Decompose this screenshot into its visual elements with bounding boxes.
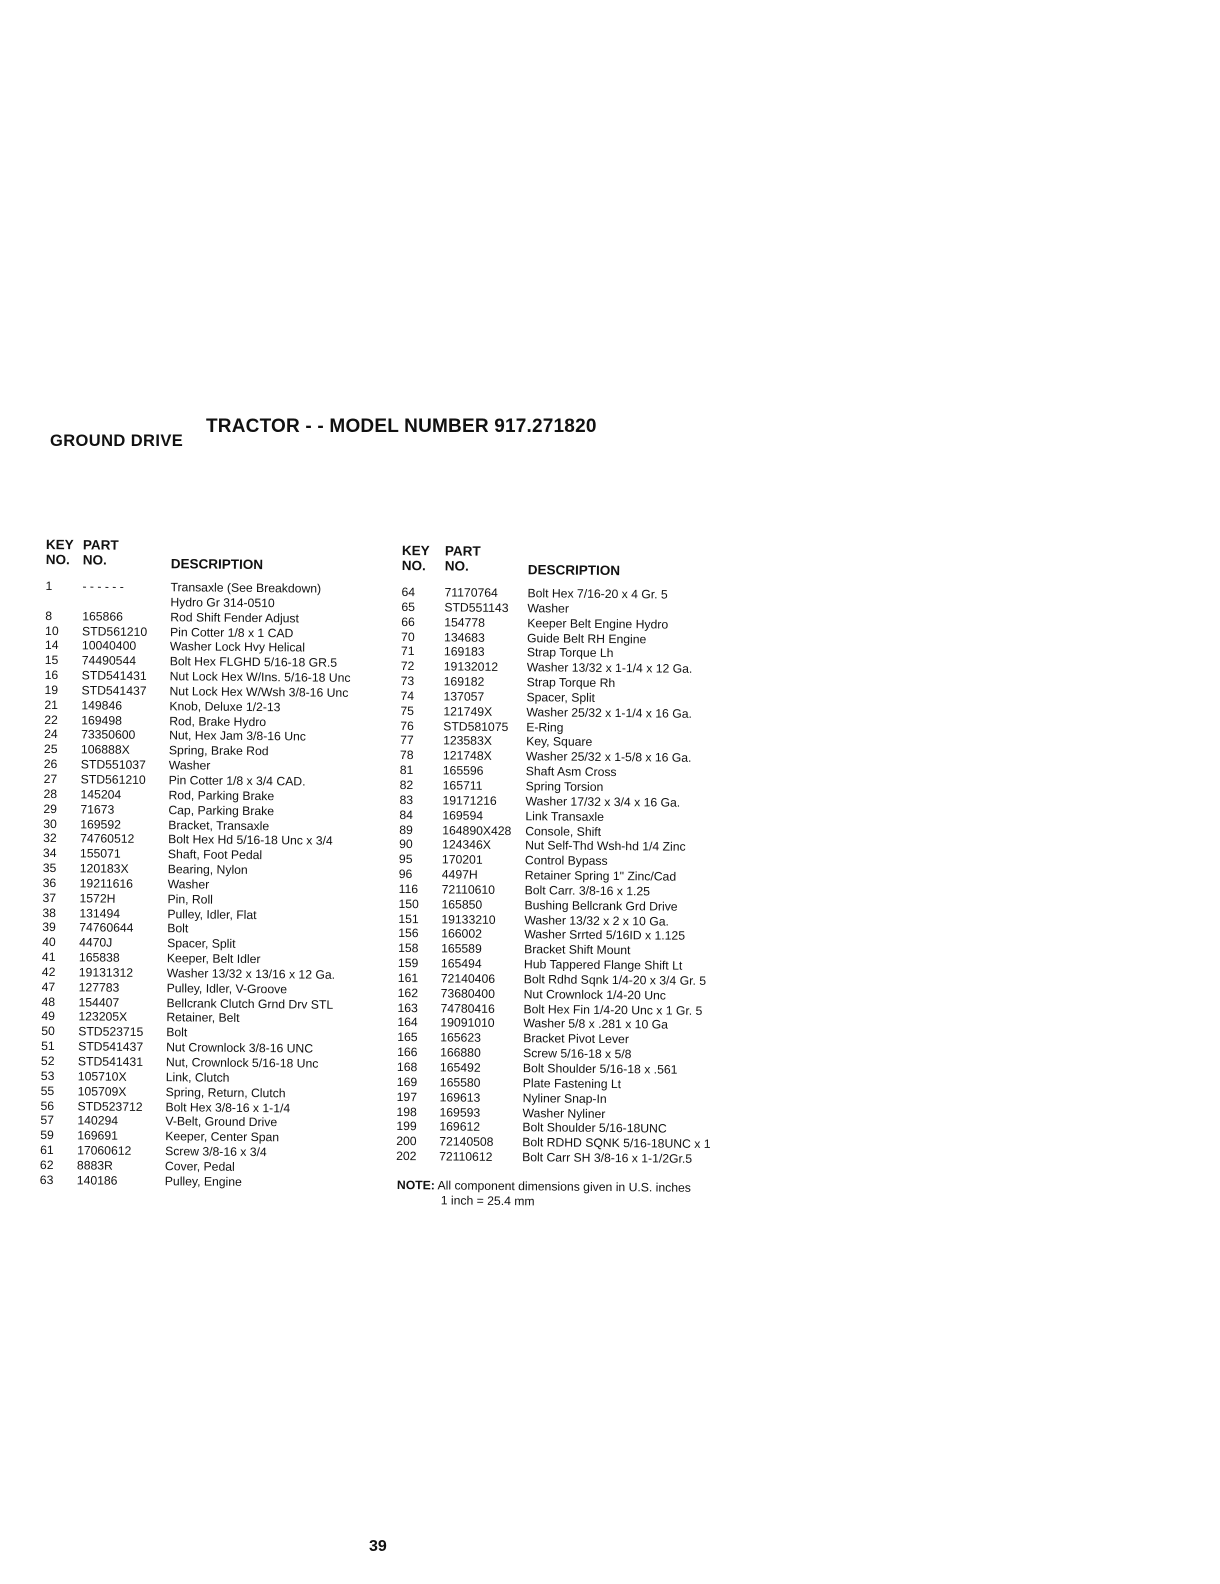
part-no: 169594 (442, 808, 484, 823)
key-no: 162 (397, 985, 419, 1000)
part-no: 1572H (79, 891, 116, 906)
description: Bolt Hex Hd 5/16-18 Unc x 3/4 (168, 832, 333, 849)
description: Bellcrank Clutch Grnd Drv STL (166, 995, 334, 1012)
part-no: 165492 (439, 1060, 481, 1075)
description: Nut Crownlock 3/8-16 UNC (166, 1040, 314, 1056)
key-no: 26 (43, 757, 58, 772)
note-line1: All component dimensions given in U.S. inches (437, 1178, 692, 1195)
description: Key, Square (526, 734, 593, 750)
key-no: 39 (42, 920, 56, 935)
description: Bolt Carr SH 3/8-16 x 1-1/2Gr.5 (522, 1150, 693, 1166)
description: Bolt Shoulder 5/16-18 x .561 (522, 1061, 678, 1077)
key-no: 77 (400, 733, 414, 748)
description: Washer Srrted 5/16ID x 1.125 (524, 927, 686, 944)
part-no: 72110612 (439, 1149, 493, 1164)
table-header (46, 537, 386, 582)
part-no: 165866 (82, 609, 123, 624)
description: Rod Shift Fender Adjust (170, 609, 300, 626)
page-title: TRACTOR - - MODEL NUMBER 917.271820 (206, 416, 597, 437)
key-no: 116 (398, 881, 419, 897)
description: Keeper, Belt Idler (166, 951, 261, 967)
key-no: 32 (43, 831, 57, 846)
part-no: 169498 (81, 712, 122, 728)
description: Washer Nyliner (522, 1105, 606, 1121)
key-no: 199 (396, 1119, 417, 1134)
description: Washer 13/32 x 2 x 10 Ga. (524, 912, 669, 929)
key-no: 47 (41, 979, 56, 994)
description: Bushing Bellcrank Grd Drive (524, 897, 678, 914)
key-no: 158 (398, 941, 419, 956)
part-no: 74760512 (80, 831, 135, 847)
description: Bolt (166, 1025, 188, 1040)
description: Pin Cotter 1/8 x 1 CAD (170, 624, 294, 640)
key-no: 34 (42, 846, 57, 861)
header-key-line1: KEY (401, 543, 430, 559)
key-no: 197 (396, 1089, 418, 1104)
description: Bolt Hex 7/16-20 x 4 Gr. 5 (527, 586, 668, 602)
part-no: 140186 (76, 1173, 118, 1188)
description: Bracket, Transaxle (168, 817, 270, 833)
part-no: 169182 (443, 674, 485, 689)
key-no: 166 (397, 1045, 418, 1060)
part-no: 73680400 (440, 986, 495, 1001)
description: Bolt Hex FLGHD 5/16-18 GR.5 (169, 654, 338, 671)
part-no: 165838 (78, 950, 120, 965)
description: Pin Cotter 1/8 x 3/4 CAD. (168, 773, 306, 789)
part-no: 74780416 (440, 1001, 495, 1016)
key-no: 82 (399, 777, 414, 793)
part-no: 165596 (442, 763, 484, 778)
parts-table-left (40, 537, 386, 1191)
key-no: 74 (400, 688, 415, 704)
part-no: 105710X (77, 1069, 127, 1084)
description: Pin, Roll (167, 891, 213, 907)
key-no: 37 (42, 890, 57, 905)
description: Bolt (167, 921, 189, 936)
key-no: 10 (45, 623, 59, 638)
description: Guide Belt RH Engine (527, 630, 647, 646)
description: Strap Torque Rh (526, 675, 616, 691)
key-no: 27 (43, 771, 58, 787)
part-no: 145204 (80, 787, 122, 802)
description: Retainer, Belt (166, 1010, 240, 1026)
part-no: 120183X (79, 861, 129, 876)
key-no: 14 (44, 638, 59, 653)
key-no: 165 (397, 1030, 418, 1045)
description: Nut, Crownlock 5/16-18 Unc (165, 1055, 319, 1071)
description: Knob, Deluxe 1/2-13 (169, 698, 281, 715)
part-no: 169613 (439, 1090, 481, 1105)
header-part-line2: NO. (82, 552, 107, 568)
description: Nut Crownlock 1/4-20 Unc (523, 986, 666, 1003)
key-no: 35 (42, 861, 57, 876)
part-no: 74490544 (81, 653, 137, 669)
part-no: 169612 (439, 1119, 481, 1135)
description: Spacer, Split (167, 936, 236, 952)
part-no: 123205X (78, 1009, 128, 1025)
part-no: 127783 (78, 980, 120, 995)
part-no: STD561210 (82, 623, 148, 639)
note-line2: 1 inch = 25.4 mm (440, 1192, 535, 1208)
key-no: 51 (41, 1039, 55, 1054)
part-no: 19171216 (442, 793, 497, 808)
description: Transaxle (See Breakdown) (170, 580, 322, 596)
part-no: STD551037 (80, 757, 146, 773)
key-no: 95 (398, 852, 413, 867)
part-no: 106888X (80, 742, 130, 758)
key-no: 63 (39, 1172, 54, 1187)
key-no: 8 (45, 608, 53, 623)
description: Bolt Rdhd Sqnk 1/4-20 x 3/4 Gr. 5 (523, 972, 707, 988)
key-no: 163 (397, 1000, 418, 1015)
header-part-line2: NO. (444, 558, 469, 574)
key-no: 151 (398, 911, 419, 926)
description: Cap, Parking Brake (168, 802, 275, 818)
description: Screw 3/8-16 x 3/4 (165, 1144, 267, 1160)
description: Control Bypass (524, 853, 608, 869)
part-no: 4470J (79, 935, 113, 950)
description: Pulley, Idler, Flat (167, 906, 257, 922)
description: Rod, Brake Hydro (169, 713, 267, 729)
part-no: 124346X (442, 837, 491, 853)
key-no: 200 (396, 1134, 417, 1149)
part-no: 137057 (443, 689, 485, 704)
key-no: 71 (400, 644, 415, 659)
header-key-line1: KEY (45, 537, 74, 553)
key-no: 81 (399, 763, 414, 778)
part-no: 71170764 (444, 585, 498, 600)
part-no: 169593 (439, 1104, 481, 1120)
key-no: 24 (44, 727, 58, 742)
description: Keeper Belt Engine Hydro (527, 615, 669, 632)
header-part-line1: PART (444, 543, 481, 559)
key-no: 161 (397, 970, 419, 986)
description: Bracket Shift Mount (524, 942, 631, 958)
key-no: 75 (400, 703, 415, 718)
key-no: 76 (400, 718, 414, 733)
key-no: 15 (44, 653, 59, 668)
description: Bolt Hex 3/8-16 x 1-1/4 (165, 1099, 291, 1115)
part-no: STD523712 (77, 1098, 143, 1114)
part-no: 72140508 (439, 1134, 494, 1150)
section-title: GROUND DRIVE (50, 432, 184, 450)
description: Hydro Gr 314-0510 (170, 595, 275, 611)
header-description: DESCRIPTION (170, 556, 264, 573)
key-no: 53 (40, 1068, 55, 1083)
note-label: NOTE: (396, 1178, 435, 1193)
parts-table-right (396, 543, 747, 1167)
key-no: 66 (401, 614, 415, 629)
description: Shaft Asm Cross (525, 764, 617, 780)
header-description: DESCRIPTION (527, 562, 621, 579)
part-no: 123583X (443, 733, 492, 749)
key-no: 96 (398, 867, 413, 882)
part-no: 165623 (440, 1030, 481, 1046)
part-no: 165711 (442, 778, 483, 793)
part-no: 165580 (439, 1075, 481, 1090)
description: Spring, Brake Rod (168, 743, 269, 759)
description: Washer 25/32 x 1-1/4 x 16 Ga. (526, 704, 692, 721)
part-no: 121749X (443, 704, 493, 719)
part-no: 72140406 (440, 971, 496, 986)
description: Spring, Return, Clutch (165, 1084, 286, 1101)
key-no: 1 (45, 578, 53, 594)
description: Washer 5/8 x .281 x 10 Ga (523, 1016, 668, 1033)
key-no: 16 (44, 668, 59, 683)
part-no: 74760644 (79, 920, 134, 936)
key-no: 42 (41, 964, 56, 980)
key-no: 61 (40, 1143, 54, 1158)
header-key-line2: NO. (45, 551, 70, 568)
key-no: 89 (399, 822, 413, 837)
description: Washer (527, 601, 569, 616)
description: Pulley, Idler, V-Groove (166, 980, 288, 997)
description: Washer 13/32 x 1-1/4 x 12 Ga. (526, 660, 693, 677)
part-no: 140294 (77, 1113, 119, 1129)
description: Hub Tappered Flange Shift Lt (523, 957, 683, 973)
key-no: 168 (396, 1059, 418, 1075)
description: Rod, Parking Brake (168, 788, 275, 804)
key-no: 38 (42, 905, 57, 920)
part-no: 154778 (444, 615, 485, 630)
description: Nut Self-Thd Wsh-hd 1/4 Zinc (525, 838, 686, 855)
rows-right (396, 585, 747, 1167)
key-no: 150 (398, 896, 419, 911)
table-row (40, 1173, 380, 1191)
key-no: 90 (399, 837, 413, 852)
key-no: 64 (401, 584, 416, 600)
part-no: STD541437 (81, 683, 147, 698)
key-no: 159 (397, 956, 419, 971)
key-no: 41 (41, 950, 56, 965)
description: Washer 13/32 x 13/16 x 12 Ga. (166, 966, 336, 982)
part-no: 131494 (79, 905, 121, 921)
key-no: 59 (40, 1128, 54, 1143)
key-no: 55 (40, 1083, 55, 1098)
description: Pulley, Engine (164, 1173, 242, 1189)
key-no: 83 (399, 792, 414, 807)
part-no: 121748X (442, 748, 492, 764)
part-no: STD561210 (80, 772, 146, 787)
key-no: 169 (396, 1074, 418, 1090)
description: Spacer, Split (526, 690, 596, 705)
key-no: 48 (41, 994, 56, 1009)
part-no: 165494 (440, 956, 482, 971)
description: Washer 25/32 x 1-5/8 x 16 Ga. (525, 749, 692, 766)
key-no: 36 (42, 875, 57, 890)
part-no: STD541431 (77, 1054, 144, 1069)
key-no: 56 (40, 1098, 55, 1113)
key-no: 65 (401, 599, 416, 614)
description: V-Belt, Ground Drive (165, 1114, 278, 1130)
part-no: 73350600 (81, 727, 136, 743)
description: Plate Fastening Lt (522, 1076, 622, 1091)
part-no: 10040400 (81, 638, 137, 654)
part-no: 19133210 (441, 911, 496, 927)
page-number: 39 (369, 1538, 387, 1555)
description: Bolt Hex Fin 1/4-20 Unc x 1 Gr. 5 (523, 1001, 703, 1018)
description: Nut, Hex Jam 3/8-16 Unc (169, 728, 306, 744)
description: Screw 5/16-18 x 5/8 (523, 1046, 632, 1062)
key-no: 29 (43, 801, 58, 816)
key-no: 30 (43, 816, 57, 831)
description: Washer (167, 877, 210, 892)
table-row (396, 1149, 741, 1167)
part-no: STD581075 (443, 718, 509, 734)
key-no: 50 (41, 1024, 55, 1039)
key-no: 21 (44, 697, 59, 712)
part-no: 165589 (441, 941, 482, 957)
part-no: 154407 (78, 994, 120, 1010)
part-no: 149846 (81, 698, 123, 713)
part-no: 19211616 (79, 876, 134, 891)
key-no: 72 (400, 659, 415, 674)
part-no: 169183 (443, 644, 485, 660)
description: Keeper, Center Span (165, 1129, 280, 1145)
description: Console, Shift (525, 823, 602, 839)
key-no: 49 (41, 1009, 56, 1024)
key-no: 52 (40, 1053, 55, 1069)
part-no: - - - - - - (82, 579, 124, 594)
part-no: 19091010 (440, 1015, 495, 1031)
part-no: 169691 (77, 1128, 118, 1143)
part-no: 71673 (80, 801, 115, 817)
key-no: 202 (396, 1149, 417, 1164)
part-no: 155071 (79, 846, 121, 861)
description: Bolt Carr. 3/8-16 x 1.25 (524, 883, 651, 899)
description: Bearing, Nylon (167, 862, 248, 877)
part-no: 170201 (441, 852, 483, 867)
description: Retainer Spring 1" Zinc/Cad (524, 868, 677, 884)
description: E-Ring (526, 719, 564, 735)
part-no: 164890X428 (442, 822, 512, 838)
part-no: 166880 (440, 1045, 481, 1060)
part-no: 169592 (80, 816, 121, 832)
key-no: 164 (397, 1015, 418, 1030)
key-no: 156 (398, 926, 419, 941)
part-no: STD541431 (81, 668, 147, 684)
part-no: 4497H (441, 867, 478, 882)
dimensions-note (397, 1178, 691, 1210)
key-no: 40 (42, 935, 56, 950)
header-part-line1: PART (82, 537, 119, 553)
description: Nut Lock Hex W/Ins. 5/16-18 Unc (169, 669, 351, 685)
part-no: 166002 (441, 926, 482, 942)
part-no: 19131312 (78, 965, 134, 980)
part-no: STD541437 (78, 1039, 144, 1055)
header-key-line2: NO. (401, 557, 426, 574)
description: Nyliner Snap-In (522, 1090, 607, 1106)
part-no: STD551143 (444, 600, 509, 615)
rows-left (40, 579, 386, 1191)
key-no: 78 (399, 748, 414, 763)
key-no: 22 (44, 712, 58, 727)
part-no: 8883R (76, 1158, 113, 1173)
description: Shaft, Foot Pedal (167, 847, 263, 863)
key-no: 70 (401, 629, 415, 644)
description: Washer (168, 758, 211, 773)
description: Link Transaxle (525, 808, 605, 824)
description: Bracket Pivot Lever (523, 1031, 629, 1047)
part-no: 17060612 (77, 1143, 132, 1158)
key-no: 198 (396, 1104, 417, 1119)
description: Washer 17/32 x 3/4 x 16 Ga. (525, 794, 681, 810)
description: Nut Lock Hex W/Wsh 3/8-16 Unc (169, 684, 349, 700)
description: Bolt Shoulder 5/16-18UNC (522, 1120, 667, 1136)
part-no: 72110610 (441, 882, 496, 897)
key-no: 19 (44, 682, 59, 698)
key-no: 84 (399, 807, 414, 822)
key-no: 57 (40, 1113, 55, 1128)
part-no: 19132012 (443, 659, 499, 675)
description: Cover, Pedal (164, 1159, 235, 1174)
part-no: 134683 (444, 629, 485, 645)
key-no: 62 (39, 1157, 54, 1173)
key-no: 28 (43, 786, 58, 801)
description: Washer Lock Hvy Helical (169, 639, 306, 655)
key-no: 25 (43, 742, 58, 757)
table-header (402, 543, 747, 588)
description: Link, Clutch (165, 1070, 230, 1085)
description: Strap Torque Lh (526, 645, 614, 661)
part-no: 165850 (441, 897, 483, 912)
part-no: 105709X (77, 1084, 127, 1099)
description: Bolt RDHD SQNK 5/16-18UNC x 1 (522, 1135, 711, 1152)
part-no: STD523715 (78, 1024, 144, 1040)
key-no: 73 (400, 674, 415, 689)
description: Spring Torsion (525, 779, 604, 794)
